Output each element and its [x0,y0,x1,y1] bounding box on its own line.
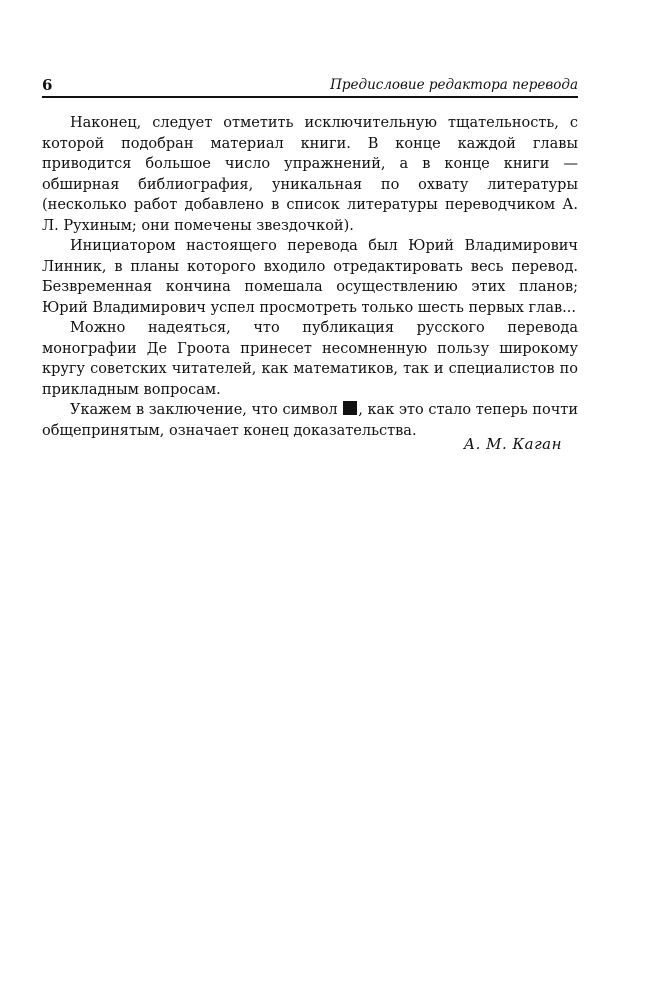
paragraph-3: Можно надеяться, что публикация русского перевода монографии Де Гроота принесет несомненную пользу широкому кругу советских читателей, как математиков, так и специалистов по прикладным вопросам. [42,320,578,398]
body-text [42,113,578,441]
page-number: 6 [42,76,53,94]
running-title: Предисловие редактора перевода [330,77,578,93]
editor-signature: А. М. Каган [463,435,562,453]
end-of-proof-square-icon [343,401,357,415]
closing-text-end: , как это стало теперь почти общепринятым, означает конец доказательства. [42,402,578,439]
paragraph-1: Наконец, следует отметить исключительную тщательность, с которой подобран материал книги. В конце каждой главы приводится большое число упражнений, а в конце книги — обширная библиография, уникальная по охвату литературы (несколько работ добавлено в список литературы переводчиком А. Л. Рухиным; они помечены звездочкой). [42,115,578,234]
page-header [42,76,578,98]
closing-text-start: Укажем в заключение, что символ [70,402,338,418]
paragraph-2: Инициатором настоящего перевода был Юрий Владимирович Линник, в планы которого входило отредактировать весь перевод. Безвременная кончина помешала осуществлению этих планов; Юрий Владимирович успел просмотреть только шесть первых глав... [42,238,578,316]
